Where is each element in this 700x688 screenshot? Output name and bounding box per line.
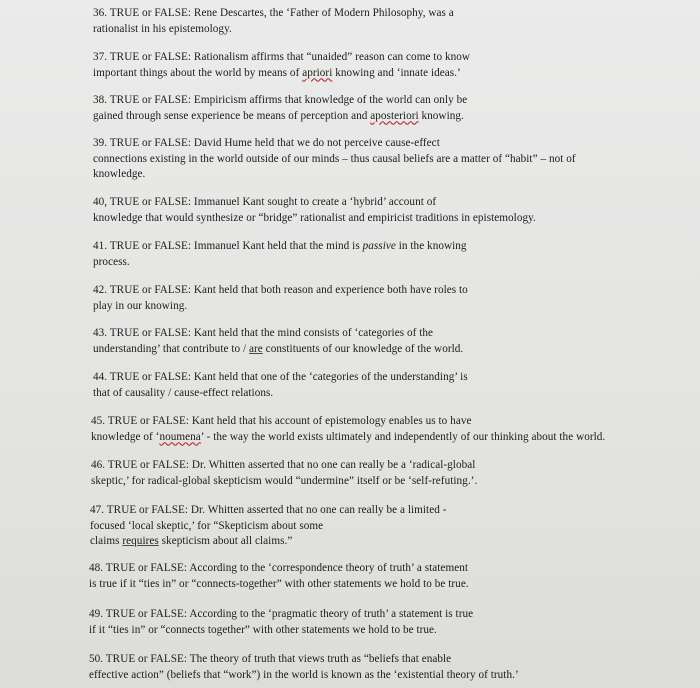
question-text-line-2: effective action” (beliefs that “work”) in the world is known as the ‘existential theory of truth.’ — [89, 668, 519, 681]
question-number: 43. — [93, 327, 108, 339]
question-49 — [89, 607, 473, 638]
question-text-line-1: TRUE or FALSE: According to the ‘pragmatic theory of truth’ a statement is true — [105, 608, 474, 620]
emphasized-word: passive — [362, 240, 396, 252]
question-number: 39. — [93, 137, 108, 149]
question-number: 49. — [89, 608, 104, 620]
spellcheck-underlined-word: apriori — [302, 66, 333, 79]
question-text-line-1: TRUE or FALSE: David Hume held that we do not perceive cause-effect — [109, 137, 440, 149]
question-40 — [93, 195, 536, 226]
question-text-line-1: TRUE or FALSE: The theory of truth that views truth as “beliefs that enable — [105, 653, 452, 665]
question-number: 36. — [93, 7, 108, 19]
question-text-line-2: that of causality / cause-effect relations. — [93, 386, 274, 399]
question-number: 46. — [91, 459, 106, 471]
question-text-line-2: process. — [93, 255, 130, 268]
question-text-line-1: TRUE or FALSE: According to the ‘correspondence theory of truth’ a statement — [105, 562, 469, 574]
question-39 — [93, 136, 576, 183]
question-42 — [93, 283, 468, 314]
question-text-line-1: TRUE or FALSE: Kant held that his account of epistemology enables us to have — [107, 415, 472, 427]
question-number: 47. — [90, 504, 105, 516]
question-text-line-1: TRUE or FALSE: Immanuel Kant sought to create a ‘hybrid’ account of — [109, 196, 437, 208]
question-number: 50. — [89, 653, 104, 665]
question-number: 48. — [89, 562, 104, 574]
question-text-line-1: TRUE or FALSE: Dr. Whitten asserted that no one can really be a ‘radical-global — [107, 459, 476, 471]
question-37 — [93, 50, 470, 81]
question-41: 41. TRUE or FALSE: Immanuel Kant held that the mind is passive in the knowing process. — [93, 239, 467, 270]
question-text-line-1: TRUE or FALSE: Kant held that the mind consists of ‘categories of the — [109, 327, 434, 339]
question-text-line-1: TRUE or FALSE: Dr. Whitten asserted that no one can really be a limited - — [106, 504, 447, 516]
question-number: 40, — [93, 196, 108, 208]
question-44 — [93, 370, 468, 401]
question-text-line-2: connections existing in the world outside of our minds – thus causal beliefs are a matter of “habit” – not of — [93, 152, 576, 165]
question-text-line-2: focused ‘local skeptic,’ for “Skepticism about some — [90, 519, 324, 532]
question-text-line-1: TRUE or FALSE: Kant held that one of the ‘categories of the understanding’ is — [109, 371, 468, 383]
question-38 — [93, 93, 467, 124]
question-text-line-2: if it “ties in” or “connects together” with other statements we hold to be true. — [89, 623, 437, 636]
question-46 — [91, 458, 477, 489]
question-text-line-1: TRUE or FALSE: Empiricism affirms that knowledge of the world can only be — [109, 94, 468, 106]
question-text-line-2: rationalist in his epistemology. — [93, 22, 232, 35]
question-number: 44. — [93, 371, 108, 383]
question-36 — [93, 6, 454, 37]
question-text-line-2: gained through sense experience be means of perception and aposteriori knowing. — [93, 109, 464, 122]
question-text-line-2: important things about the world by means of apriori knowing and ‘innate ideas.’ — [93, 66, 461, 79]
question-text-line-2: knowledge of ‘noumena’ - the way the world exists ultimately and independently of our thinking about the world. — [91, 430, 606, 443]
question-text-line-3: knowledge. — [93, 168, 146, 180]
question-text-line-3: claims requires skepticism about all claims.” — [90, 535, 293, 547]
question-43 — [93, 326, 463, 357]
question-number: 41. — [93, 240, 108, 252]
question-text-line-2: skeptic,’ for radical-global skepticism would “undermine” itself or be ‘self-refuting.’. — [91, 474, 478, 487]
question-45 — [91, 414, 605, 445]
spellcheck-underlined-word: aposteriori — [370, 109, 419, 122]
question-47 — [90, 503, 447, 550]
underlined-word: requires — [122, 535, 159, 547]
question-text-line-2: is true if it “ties in” or “connects-together” with other statements we hold to be true. — [89, 577, 469, 590]
underlined-word: are — [249, 342, 263, 355]
question-text-line-1: TRUE or FALSE: Rationalism affirms that “unaided” reason can come to know — [109, 51, 471, 63]
question-text-line-2: play in our knowing. — [93, 299, 188, 312]
question-text-line-2: understanding’ that contribute to / are constituents of our knowledge of the world. — [93, 342, 464, 355]
question-number: 45. — [91, 415, 106, 427]
question-number: 37. — [93, 51, 108, 63]
question-50 — [89, 652, 519, 683]
question-number: 42. — [93, 284, 108, 296]
question-number: 38. — [93, 94, 108, 106]
question-text-line-1: TRUE or FALSE: Rene Descartes, the ‘Father of Modern Philosophy, was a — [109, 7, 454, 19]
question-48 — [89, 561, 469, 592]
question-text-line-2: knowledge that would synthesize or “bridge” rationalist and empiricist traditions in epistemology. — [93, 211, 536, 224]
question-text-line-1: TRUE or FALSE: Kant held that both reason and experience both have roles to — [109, 284, 468, 296]
spellcheck-underlined-word: noumena — [159, 430, 201, 443]
